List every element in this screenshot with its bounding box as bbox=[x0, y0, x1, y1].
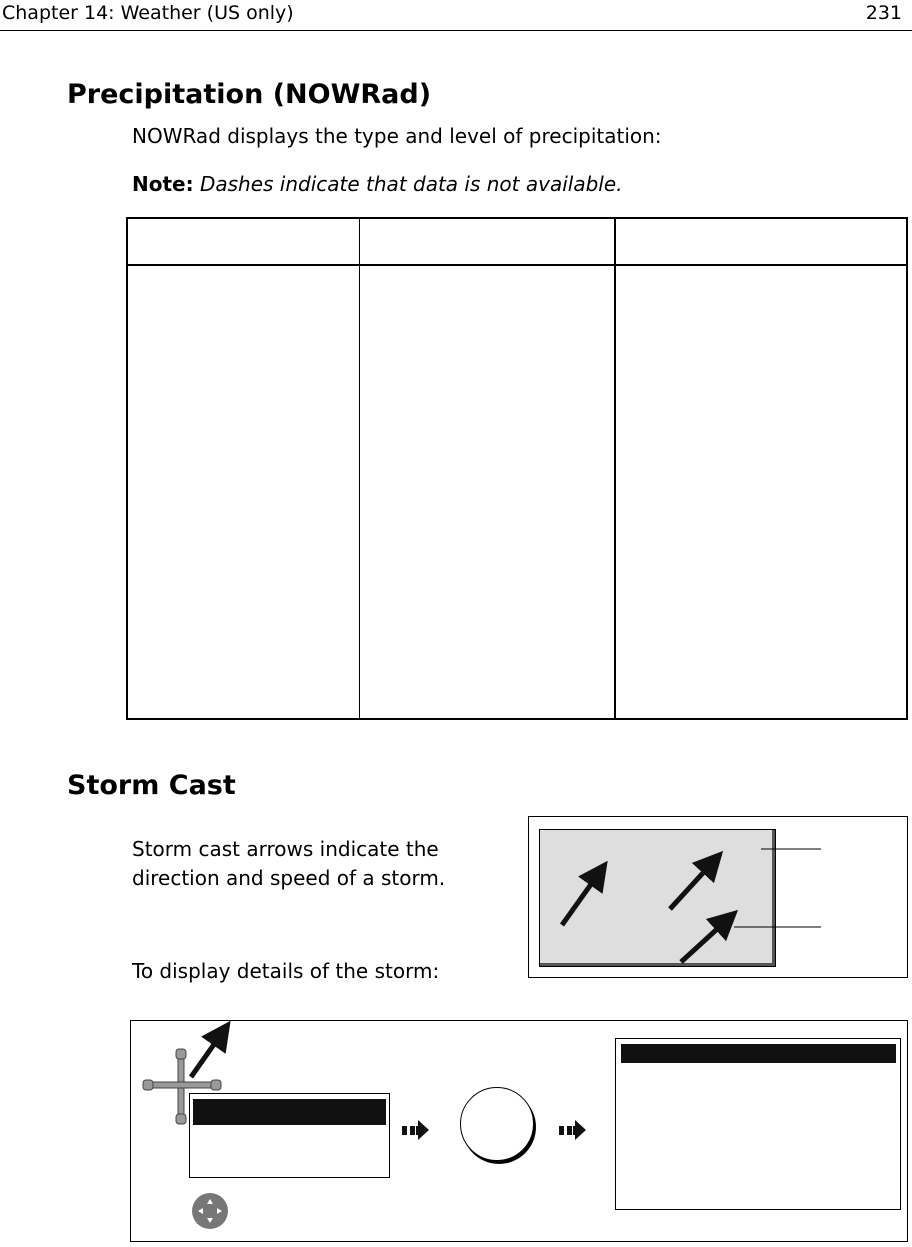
storm-arrow-icon bbox=[681, 920, 727, 962]
context-menu bbox=[189, 1093, 390, 1178]
header-divider bbox=[0, 30, 912, 31]
precipitation-intro: NOWRad displays the type and level of precipitation: bbox=[132, 124, 662, 148]
table-column-divider-1 bbox=[359, 219, 360, 718]
double-arrow-right-icon bbox=[559, 1120, 586, 1140]
details-title-bar bbox=[621, 1044, 896, 1063]
storm-cast-description: Storm cast arrows indicate the direction and speed of a storm. bbox=[132, 837, 446, 890]
storm-details-panel bbox=[615, 1038, 901, 1210]
table-column-divider-2 bbox=[614, 219, 616, 718]
storm-display-instruction: To display details of the storm: bbox=[132, 959, 440, 983]
table-header-divider bbox=[128, 264, 906, 266]
trackpad-icon bbox=[192, 1193, 228, 1229]
storm-procedure-figure bbox=[130, 1020, 908, 1242]
page-number: 231 bbox=[865, 2, 902, 24]
menu-highlight-bar bbox=[193, 1099, 386, 1125]
storm-arrows bbox=[529, 817, 909, 979]
precipitation-note bbox=[132, 170, 623, 199]
storm-cast-figure bbox=[528, 816, 908, 978]
storm-arrow-icon bbox=[670, 862, 713, 909]
chapter-title: Chapter 14: Weather (US only) bbox=[2, 2, 294, 24]
rotary-knob-icon bbox=[460, 1087, 534, 1161]
storm-arrow-icon bbox=[191, 1033, 222, 1077]
double-arrow-right-icon bbox=[402, 1120, 429, 1140]
precipitation-heading: Precipitation (NOWRad) bbox=[67, 79, 432, 110]
storm-arrow-icon bbox=[562, 873, 599, 925]
storm-cast-heading: Storm Cast bbox=[67, 770, 236, 801]
note-text: Dashes indicate that data is not available. bbox=[199, 172, 623, 196]
note-label: Note: bbox=[132, 172, 194, 196]
precipitation-table bbox=[126, 217, 908, 720]
